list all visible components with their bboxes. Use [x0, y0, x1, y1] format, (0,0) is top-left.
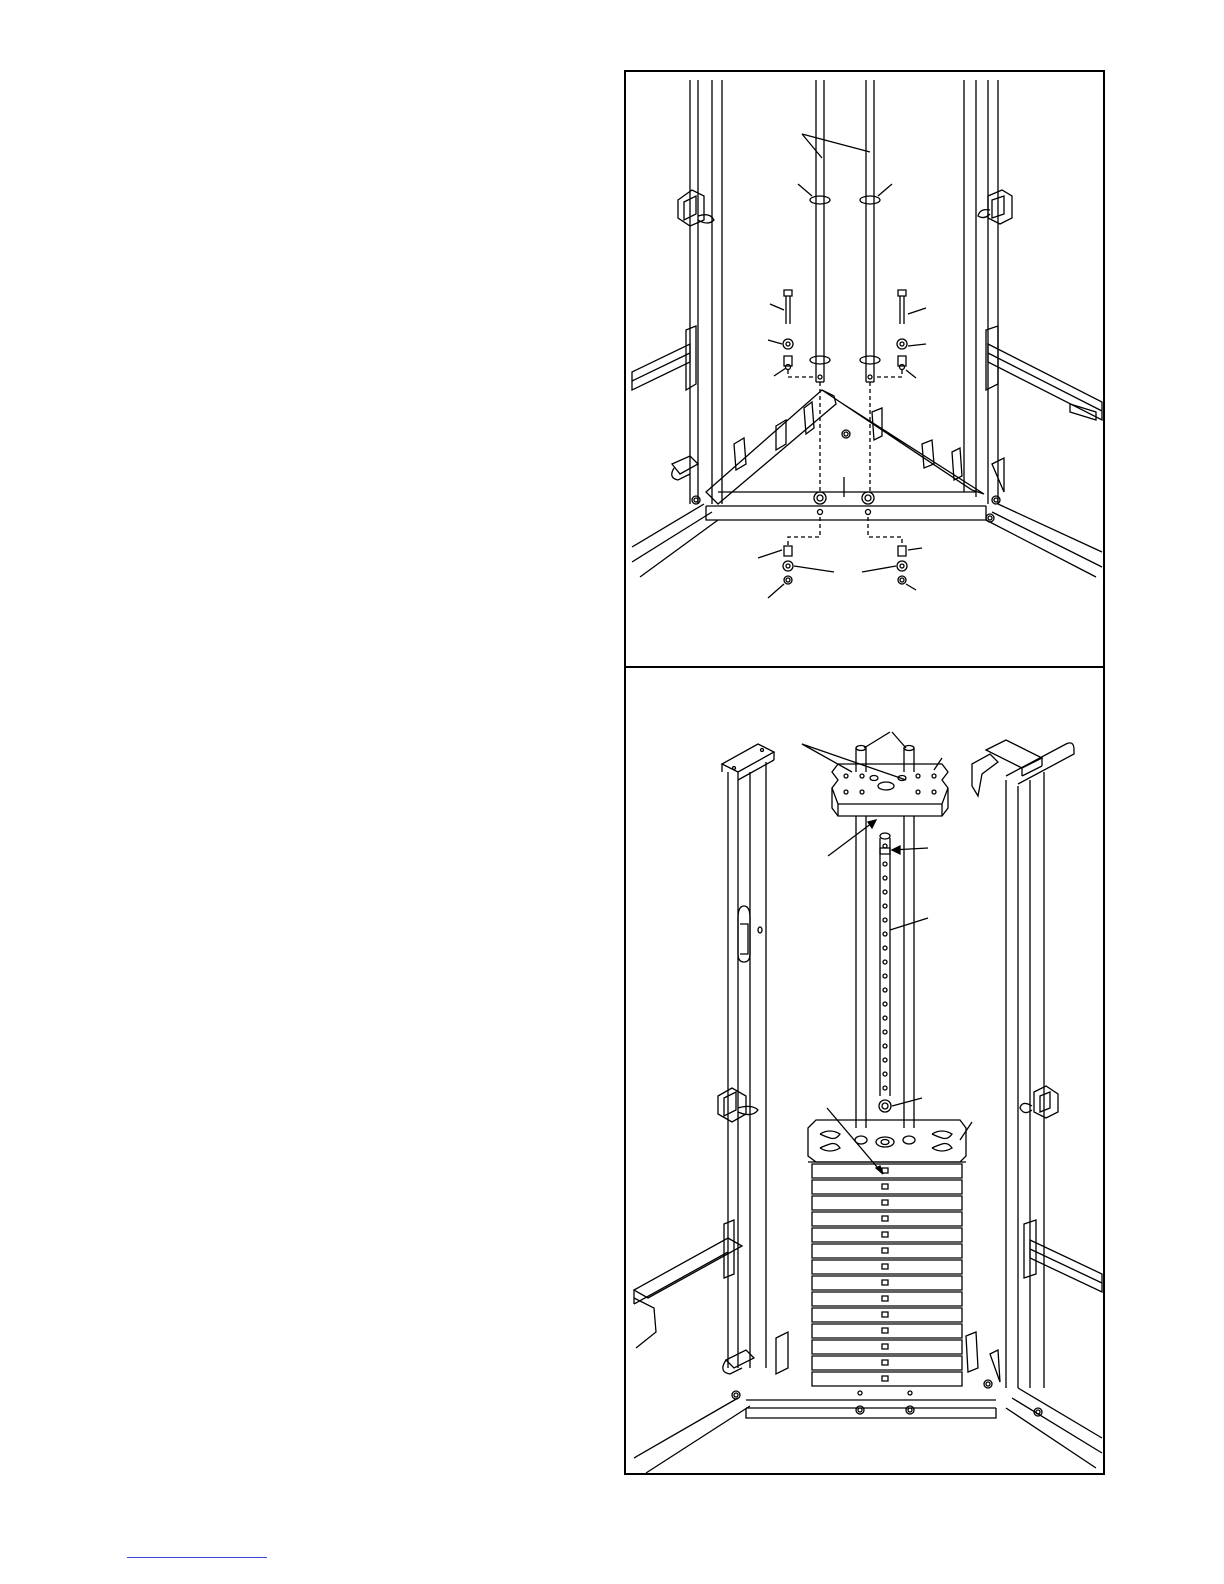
- bolt-icon: [770, 290, 926, 324]
- selector-rod-icon: [828, 820, 928, 1112]
- top-plate-icon: [802, 732, 948, 816]
- nut-icon: [774, 356, 916, 378]
- base-frame-icon: [746, 1391, 996, 1418]
- guide-rod-icon: [798, 80, 892, 382]
- weight-stack-assembly-drawing: [626, 668, 1107, 1477]
- lower-fasteners-icon: [758, 546, 922, 598]
- assembly-figure-guide-rods: [624, 70, 1105, 668]
- right-upright-icon: [966, 740, 1102, 1468]
- base-frame-icon: [692, 390, 1000, 522]
- left-upright-icon: [634, 744, 788, 1473]
- weight-plate-icon: [808, 1108, 972, 1386]
- washer-icon: [768, 339, 926, 349]
- right-upright-icon: [964, 80, 1102, 577]
- guide-rod-icon: [856, 816, 914, 1128]
- footer-rule: [127, 1557, 267, 1558]
- assembly-figure-weight-stack: [624, 666, 1105, 1475]
- left-upright-icon: [632, 80, 722, 577]
- guide-rod-assembly-drawing: [626, 72, 1107, 670]
